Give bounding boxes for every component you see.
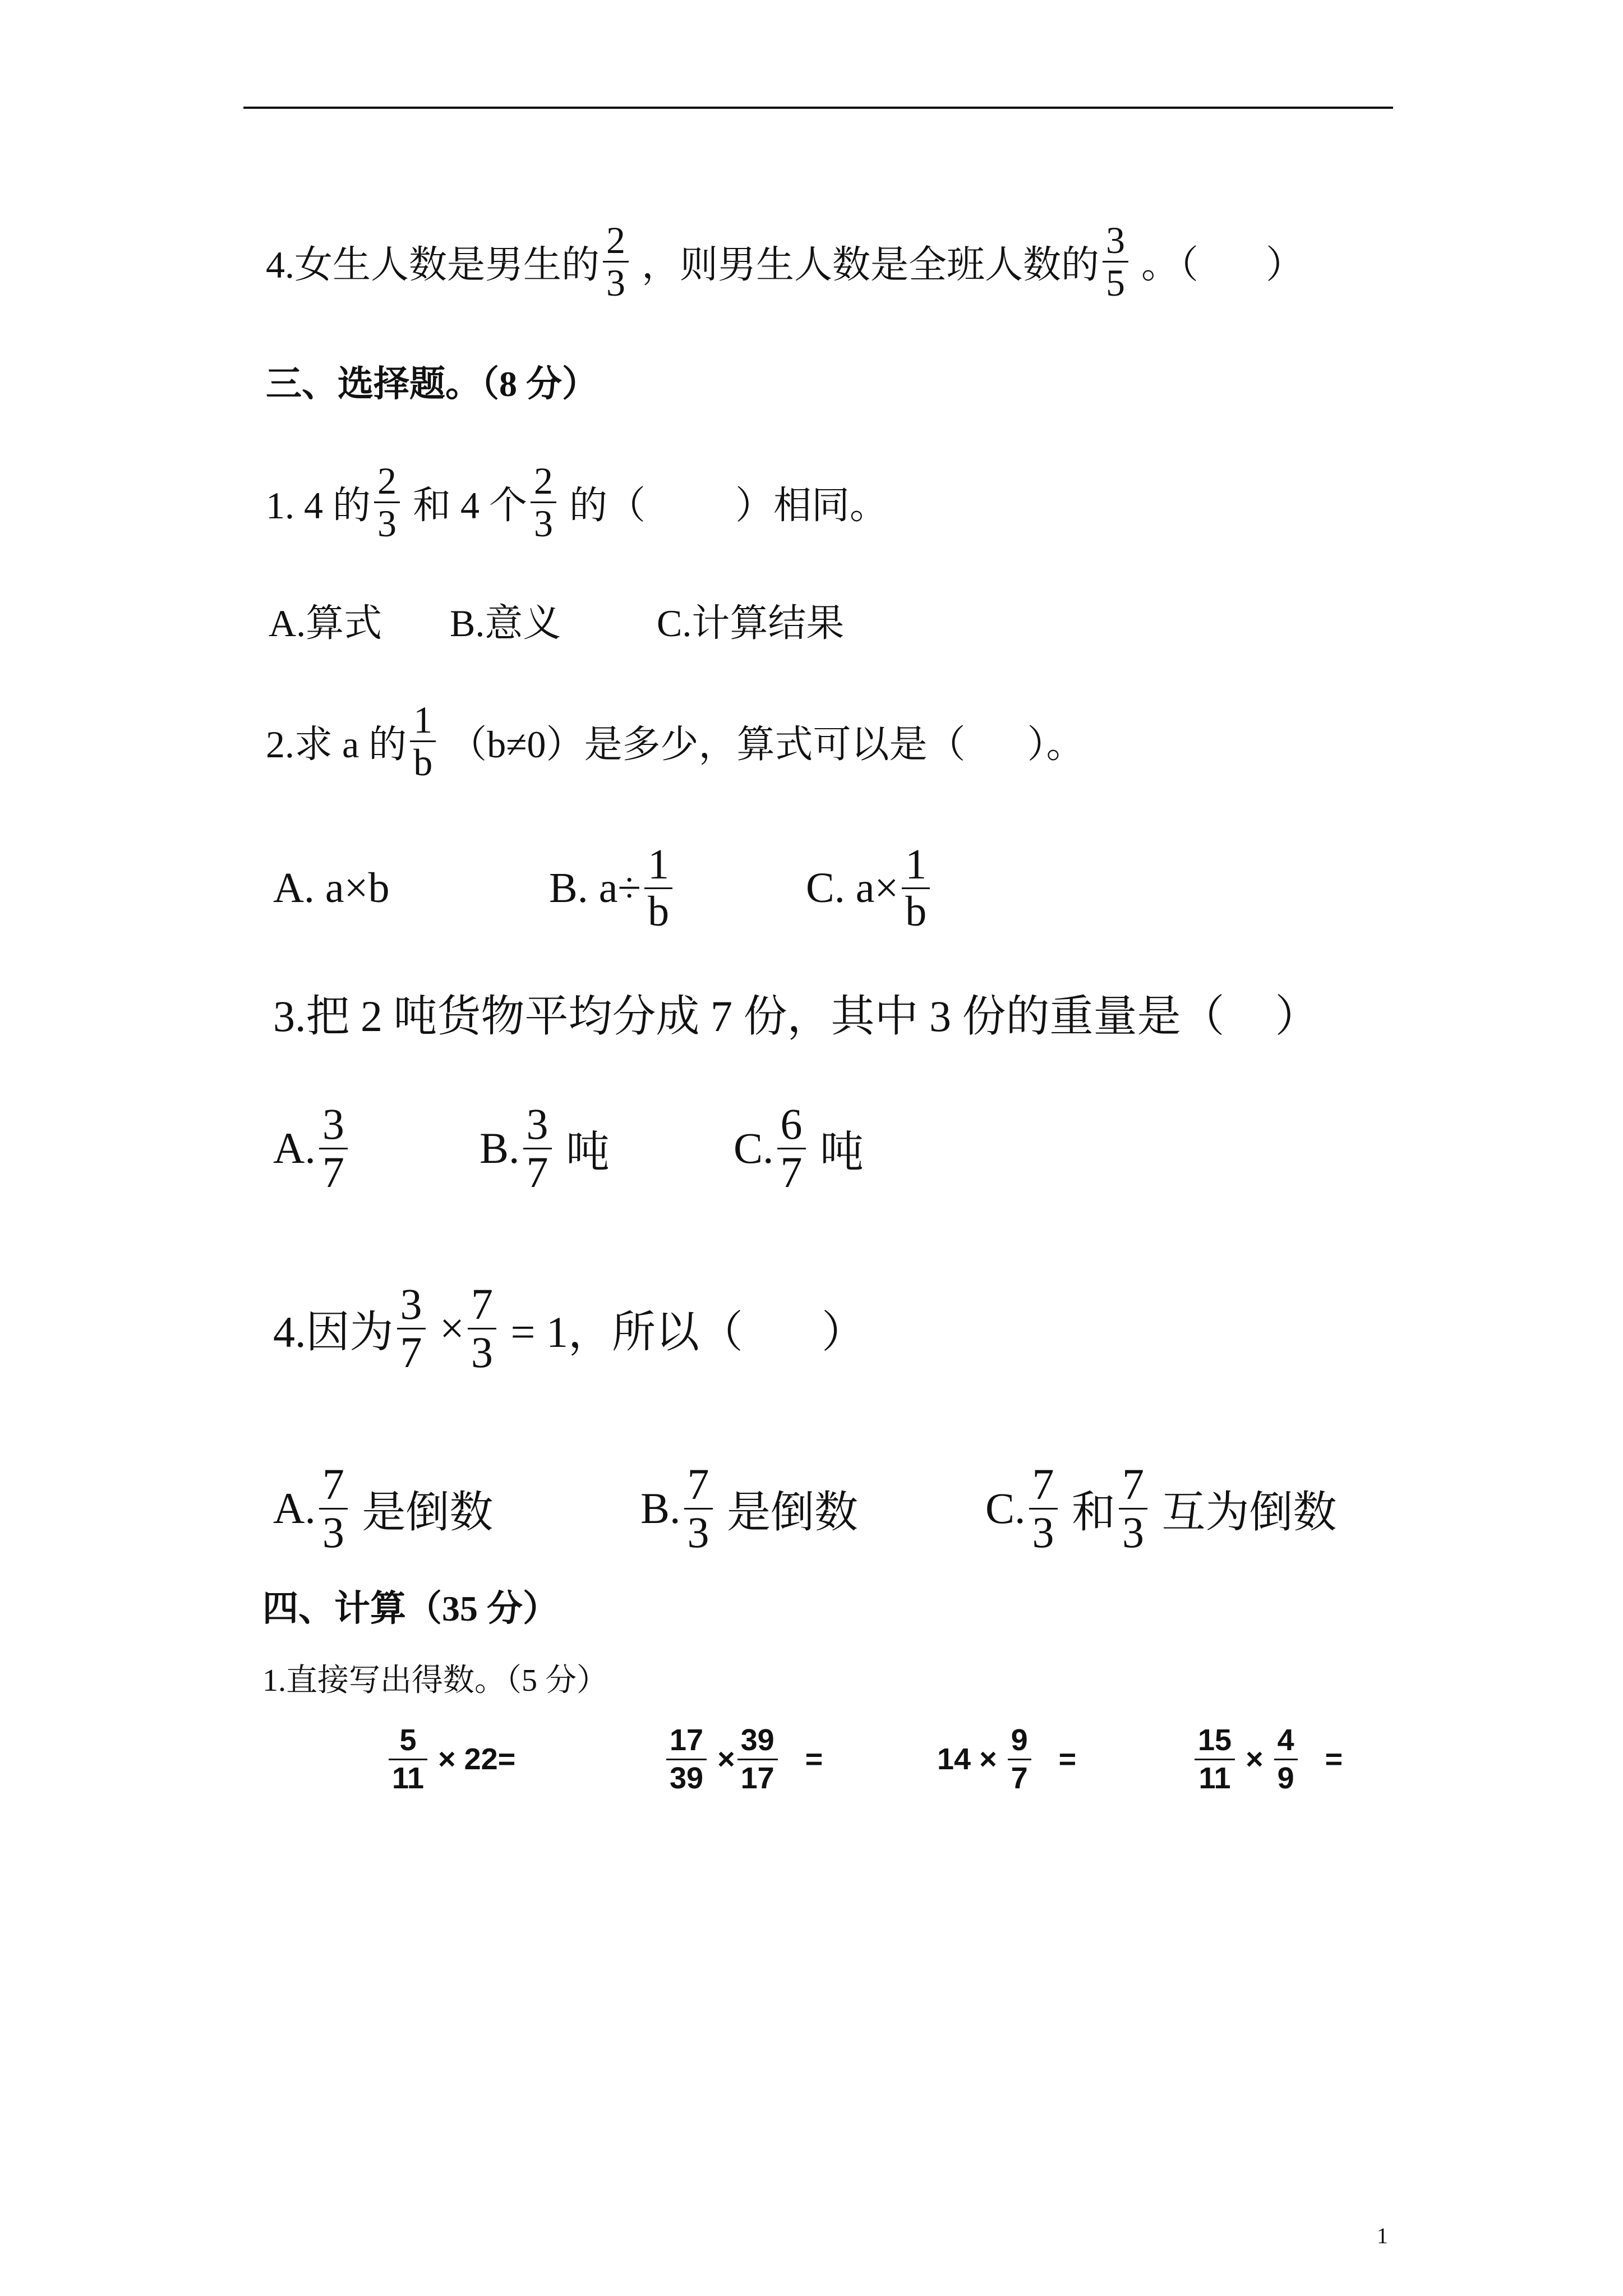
option-label: C.计算结果 bbox=[657, 601, 845, 645]
expression-4 bbox=[1192, 1720, 1343, 1798]
fraction bbox=[666, 1724, 707, 1795]
option-c bbox=[985, 1458, 1337, 1559]
option-b bbox=[549, 838, 676, 938]
option-label: C. a× bbox=[806, 864, 899, 912]
fraction bbox=[902, 841, 930, 935]
option-unit: 吨 bbox=[555, 1128, 610, 1176]
fraction-denominator: b bbox=[413, 740, 433, 784]
fraction bbox=[603, 218, 629, 304]
question-text: = 1，所以（ bbox=[500, 1308, 744, 1356]
question-text: 4.女生人数是男生的 bbox=[266, 243, 600, 286]
fraction-numerator: 7 bbox=[468, 1283, 496, 1329]
fraction-denominator: 3 bbox=[1032, 1507, 1054, 1557]
answer-blank bbox=[966, 738, 1027, 744]
option-c bbox=[734, 1098, 864, 1199]
expression-2 bbox=[664, 1720, 823, 1798]
fraction-denominator: 3 bbox=[534, 501, 554, 545]
fraction bbox=[1029, 1460, 1058, 1557]
fraction-denominator: 17 bbox=[740, 1761, 774, 1795]
question-text: ） bbox=[1275, 992, 1319, 1041]
fraction bbox=[737, 1724, 778, 1795]
option-label: A. bbox=[273, 1124, 316, 1172]
fraction bbox=[523, 1099, 552, 1197]
subsection-title-text: 1.直接写出得数。（5 分） bbox=[262, 1663, 608, 1698]
fraction-denominator: 7 bbox=[400, 1327, 422, 1377]
question-text: ，则男生人数是全班人数的 bbox=[632, 243, 1100, 286]
question-text: ） bbox=[1266, 243, 1304, 286]
fraction-numerator: 7 bbox=[684, 1463, 713, 1509]
option-label: B. bbox=[479, 1124, 520, 1172]
option-b bbox=[479, 1098, 610, 1199]
answer-blank bbox=[1198, 259, 1266, 264]
option-a bbox=[269, 597, 382, 645]
option-label: A. a×b bbox=[273, 864, 390, 912]
fraction-numerator: 7 bbox=[1029, 1463, 1058, 1509]
page-number: 1 bbox=[1377, 2223, 1388, 2248]
fraction-numerator: 3 bbox=[397, 1283, 426, 1329]
option-b bbox=[450, 597, 561, 645]
choice-question-3-options bbox=[0, 1098, 1623, 1199]
option-label: B. a÷ bbox=[549, 864, 642, 912]
fraction-numerator: 1 bbox=[902, 844, 930, 889]
fraction-numerator: 3 bbox=[319, 1103, 348, 1149]
calculation-row bbox=[0, 1720, 1623, 1798]
multiply-sign: × bbox=[428, 1304, 465, 1352]
fraction-numerator: 2 bbox=[531, 462, 556, 503]
fraction bbox=[644, 841, 672, 935]
option-label: B. bbox=[640, 1484, 681, 1533]
option-a bbox=[273, 1458, 493, 1559]
judgement-question-4 bbox=[266, 217, 1304, 306]
fraction-denominator: 7 bbox=[322, 1147, 344, 1197]
fraction-numerator: 1 bbox=[410, 701, 436, 742]
question-text: ）。 bbox=[1027, 723, 1085, 766]
fraction-denominator: 7 bbox=[780, 1147, 803, 1197]
fraction-numerator: 6 bbox=[777, 1103, 806, 1149]
fraction-denominator: 3 bbox=[377, 501, 397, 545]
option-unit: 吨 bbox=[809, 1128, 864, 1176]
question-text: 。（ bbox=[1132, 243, 1199, 286]
multiply-sign: × bbox=[709, 1742, 735, 1776]
expression-text: = bbox=[1299, 1742, 1343, 1776]
expression-text: = bbox=[780, 1742, 823, 1776]
fraction-denominator: b bbox=[905, 887, 927, 935]
fraction-numerator: 7 bbox=[1119, 1463, 1147, 1509]
option-b bbox=[640, 1458, 858, 1559]
fraction-denominator: 3 bbox=[1122, 1507, 1145, 1557]
fraction-numerator: 1 bbox=[644, 844, 672, 889]
fraction-denominator: 3 bbox=[606, 261, 626, 304]
choice-question-2 bbox=[266, 696, 1085, 786]
fraction bbox=[468, 1280, 496, 1377]
option-text: 和 bbox=[1061, 1488, 1116, 1536]
fraction bbox=[777, 1099, 806, 1197]
fraction-numerator: 17 bbox=[666, 1724, 707, 1760]
question-text: ） bbox=[822, 1308, 866, 1356]
subsection-1-title bbox=[262, 1658, 608, 1697]
fraction bbox=[531, 459, 556, 545]
fraction-numerator: 4 bbox=[1274, 1724, 1298, 1760]
fraction-denominator: 11 bbox=[392, 1761, 425, 1795]
fraction-denominator: 9 bbox=[1277, 1761, 1294, 1795]
option-a bbox=[273, 1098, 351, 1199]
expression-text: × 22= bbox=[430, 1742, 516, 1776]
fraction-numerator: 15 bbox=[1195, 1724, 1235, 1760]
choice-question-4 bbox=[273, 1278, 865, 1379]
fraction bbox=[1195, 1724, 1235, 1795]
question-text: 1. 4 的 bbox=[266, 484, 371, 527]
option-label: C. bbox=[985, 1484, 1026, 1533]
fraction bbox=[374, 459, 400, 545]
expression-text: = bbox=[1033, 1742, 1077, 1776]
fraction bbox=[410, 698, 436, 784]
fraction bbox=[1119, 1460, 1147, 1557]
fraction-numerator: 7 bbox=[319, 1463, 348, 1509]
option-label: A.算式 bbox=[269, 601, 382, 645]
question-text: 的（ bbox=[560, 484, 646, 527]
question-text: 2.求 a 的 bbox=[266, 723, 407, 766]
expression-text: 14 × bbox=[937, 1742, 1006, 1776]
fraction bbox=[1103, 218, 1128, 304]
question-text: ）相同。 bbox=[735, 484, 888, 527]
choice-question-1 bbox=[266, 457, 888, 547]
fraction-denominator: 11 bbox=[1198, 1761, 1231, 1795]
multiply-sign: × bbox=[1237, 1742, 1272, 1776]
fraction bbox=[389, 1724, 427, 1795]
option-text: 互为倒数 bbox=[1151, 1488, 1337, 1536]
question-text: （b≠0）是多少，算式可以是（ bbox=[439, 723, 966, 766]
fraction-numerator: 2 bbox=[374, 462, 400, 503]
fraction-denominator: 3 bbox=[687, 1507, 709, 1557]
fraction-numerator: 3 bbox=[523, 1103, 552, 1149]
fraction bbox=[319, 1099, 348, 1197]
option-a bbox=[273, 838, 389, 938]
fraction-numerator: 2 bbox=[603, 222, 629, 263]
fraction-numerator: 9 bbox=[1008, 1724, 1031, 1760]
fraction bbox=[319, 1460, 348, 1557]
choice-question-2-options bbox=[0, 838, 1623, 938]
option-label: B.意义 bbox=[450, 601, 561, 645]
option-label: C. bbox=[734, 1124, 774, 1172]
question-text: 3.把 2 吨货物平均分成 7 份，其中 3 份的重量是（ bbox=[273, 992, 1225, 1041]
fraction-denominator: 3 bbox=[471, 1327, 494, 1377]
fraction-numerator: 5 bbox=[389, 1724, 427, 1760]
answer-blank bbox=[1225, 1010, 1275, 1015]
choice-question-4-options bbox=[0, 1458, 1623, 1559]
section-title-text: 三、选择题。（8 分） bbox=[266, 364, 598, 404]
option-c bbox=[657, 597, 845, 645]
expression-1 bbox=[386, 1720, 515, 1798]
fraction-numerator: 3 bbox=[1103, 222, 1128, 263]
fraction-denominator: 3 bbox=[322, 1507, 344, 1557]
fraction-denominator: 7 bbox=[526, 1147, 548, 1197]
option-text: 是倒数 bbox=[716, 1488, 859, 1536]
fraction-denominator: 5 bbox=[1106, 261, 1126, 304]
fraction-denominator: b bbox=[648, 887, 670, 935]
fraction bbox=[1274, 1724, 1298, 1795]
fraction bbox=[1008, 1724, 1031, 1795]
answer-blank bbox=[645, 499, 735, 505]
fraction bbox=[684, 1460, 713, 1557]
fraction-denominator: 39 bbox=[670, 1761, 704, 1795]
option-c bbox=[806, 838, 933, 938]
option-text: 是倒数 bbox=[351, 1488, 494, 1536]
fraction-numerator: 39 bbox=[737, 1724, 778, 1760]
header-rule bbox=[243, 107, 1393, 109]
answer-blank bbox=[743, 1326, 822, 1331]
question-text: 和 4 个 bbox=[403, 484, 528, 527]
choice-question-1-options bbox=[0, 597, 1623, 645]
choice-question-3 bbox=[273, 979, 1319, 1046]
section-3-title bbox=[266, 358, 598, 403]
option-label: A. bbox=[273, 1484, 316, 1533]
question-text: 4.因为 bbox=[273, 1308, 394, 1356]
fraction-denominator: 7 bbox=[1011, 1761, 1028, 1795]
section-title-text: 四、计算（35 分） bbox=[262, 1589, 559, 1628]
section-4-title bbox=[262, 1583, 559, 1628]
expression-3 bbox=[937, 1720, 1076, 1798]
fraction bbox=[397, 1280, 426, 1377]
